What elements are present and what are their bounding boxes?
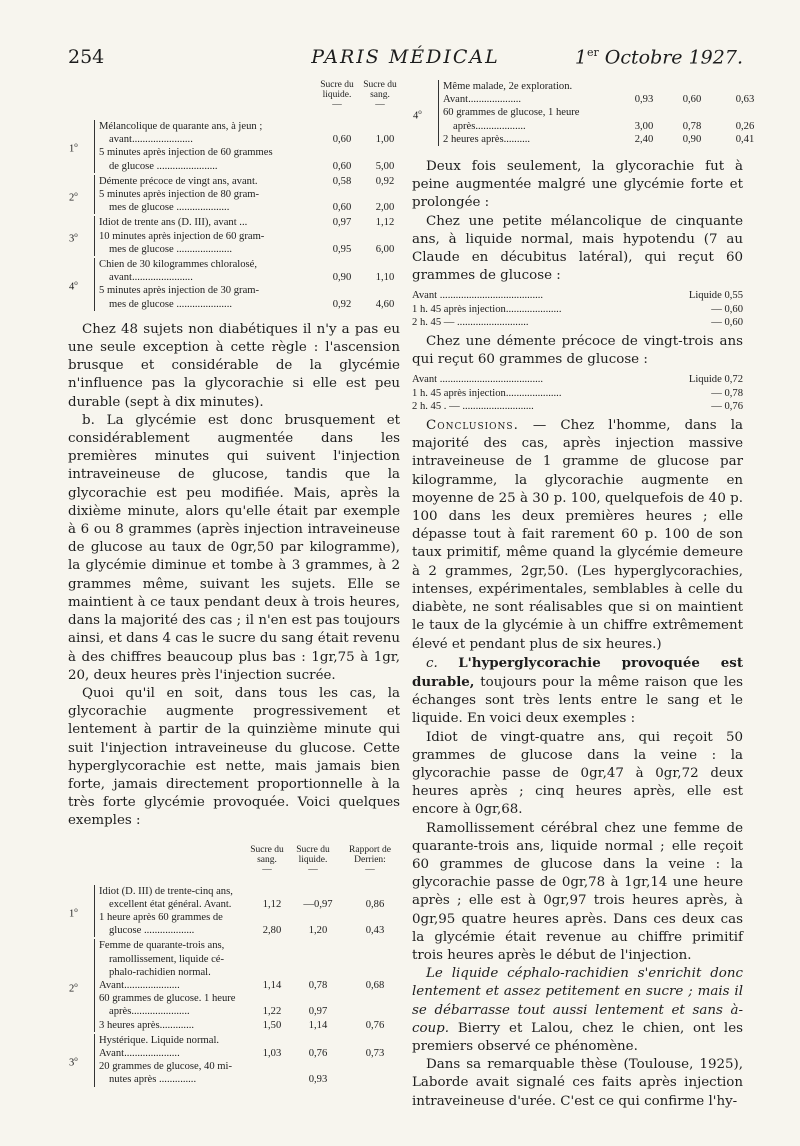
row-label: 5 minutes après injection de 80 gram- [99,189,260,201]
row-label: 3 heures après............. [99,1019,195,1031]
cell-value: 0,90 [332,272,352,284]
group-number [413,106,422,123]
ordinal-mark: o [74,905,78,914]
row-label: Mélancolique de quarante ans, à jeun ; [99,121,263,132]
group-number-value: 3 [69,233,75,245]
row-label: 1 h. 45 après injection..................... [412,387,562,399]
row-label: phalo-rachidien normal. [109,966,211,978]
table-row [99,1060,400,1073]
group-number [69,277,78,294]
row-label: 5 minutes après injection de 30 gram- [99,285,260,297]
col-header-sang: Sucre du sang. — [363,80,397,110]
ordinal-mark: o [74,141,78,150]
table-row [99,188,400,201]
cell-value: 2,80 [262,925,282,937]
cell-value: — 0,78 [711,387,743,399]
row-label: Avant ....................................... [412,374,544,386]
table-row [99,284,400,297]
table-row [99,258,400,271]
row-label: Femme de quarante-trois ans, [99,940,225,952]
table-row [99,160,400,173]
cell-value: 0,97 [332,217,352,229]
row-label: Idiot (D. III) de trente-cinq ans, [99,885,233,897]
group-number [69,1053,78,1070]
cell-value: 1,50 [262,1019,282,1031]
group-number [69,979,78,996]
table-row [99,133,400,146]
cell-value: — 0,60 [711,316,743,328]
cell-value: 0,93 [308,1074,328,1086]
row-label: Hystérique. Liquide normal. [99,1034,220,1046]
table-row [99,298,400,311]
cell-value: 0,60 [332,134,352,146]
table-row [99,992,400,1005]
paragraph: b. La glycémie est donc brusquement et considérablement augmentée dans les premières minutes qui suivent l'injection intraveineuse de glucose, tandis que la glycorachie est peu modifiée. Mais, après la dixième minute, alors qu'elle était par exemple à 6 ou 8 grammes (après injection intraveineuse de glucose au taux de 0gr,50 par kilogramme), la glycémie diminue et tombe à 3 grammes, à 2 grammes même, suivant les sujets. Elle se maintient à ce taux pendant deux à trois heures, dans la majorité des cas ; il n'en est pas toujours ainsi, et dans 4 cas le sucre du sang était revenu à des chiffres beaucoup plus bas : 1gr,75 à 1gr, 20, deux heures près l'injection sucrée. [68,412,400,683]
table-group [69,120,400,173]
cell-value: 1,12 [375,217,395,229]
cell-value: 0,43 [365,925,385,937]
table-row [443,106,743,119]
cell-value: 0,78 [308,979,328,991]
row-label: Chien de 30 kilogrammes chloralosé, [99,259,257,271]
cell-value: 1,03 [262,1047,282,1059]
cell-value: 0,90 [682,133,702,145]
table-row [99,898,400,911]
group-number-value: 1 [69,143,75,155]
table-group [69,258,400,311]
group-number-value: 4 [69,281,75,293]
cell-value: 0,95 [332,243,352,255]
table-row [99,966,400,979]
table-row [412,316,743,329]
group-number [69,904,78,921]
table-header [68,845,400,885]
table-row [443,120,755,133]
row-label: 2 heures après.......... [443,133,531,145]
group-number [69,188,78,205]
paragraph: Idiot de vingt-quatre ans, qui reçoit 50 grammes de glucose dans la veine : la glycorachie passe de 0gr,47 à 0gr,72 deux heures après ; cinq heures après, elle est encore à 0gr,68. [412,729,743,818]
table-row [443,80,743,93]
row-label: 20 grammes de glucose, 40 mi- [99,1061,232,1073]
table-row [99,146,400,159]
row-label: Avant ....................................... [412,290,544,302]
row-label: mes de glucose ..................... [109,243,232,255]
table-group [413,80,755,146]
cell-value: 0,97 [308,1006,328,1018]
section-c-paragraph: c. L'hyperglycorachie provoquée est durable, toujours pour la même raison que les échanges sont très lents entre le sang et le liquide. En voici deux exemples : [412,654,744,727]
table-second-exploration [412,80,755,146]
paragraph: Chez une démente précoce de vingt-trois ans qui reçut 60 grammes de glucose : [412,334,743,368]
table-row [99,216,400,229]
paragraph: Chez 48 sujets non diabétiques il n'y a pas eu une seule exception à cette règle : l'ascension brusque et considérable de la glycémie n'influence pas la glycorachie si elle est peu durable (sept à dix minutes). [68,321,400,410]
cell-value: 0,26 [735,120,755,132]
paragraph: Ramollissement cérébral chez une femme de quarante-trois ans, liquide normal ; elle reçoit 60 grammes de glucose dans la veine : la glycorachie passe de 0gr,78 à 1gr,14 une heure après ; elle est à 0gr,97 trois heures après, à 0gr,95 quatre heures après. Dans ces deux cas la glycémie était revenue au chiffre primitif trois heures après le début de l'injection. [412,820,743,963]
table-row [99,243,400,256]
issue-date: 1er Octobre 1927. [574,46,743,69]
table-glycemia-first [68,80,400,311]
ordinal-mark: o [74,1055,78,1064]
table-row [99,1019,400,1032]
cell-value: 0,63 [735,94,755,106]
table-row [99,1005,400,1018]
paragraph: Quoi qu'il en soit, dans tous les cas, la glycorachie augmente progressivement et lentement à partir de la quinzième minute qui suit l'injection intraveineuse du glucose. Cette hyperglycorachie est nette, mais jamais bien forte, jamais directement proportionnelle à la très forte glycémie provoquée. Voici quelques exemples : [68,685,400,829]
row-label: 60 grammes de glucose. 1 heure [99,993,236,1005]
group-number-value: 2 [69,983,75,995]
ordinal-mark: o [74,279,78,288]
cell-value: 0,41 [735,133,755,145]
ordinal-mark: o [74,980,78,989]
cell-value: 4,60 [375,298,395,310]
row-label: 60 grammes de glucose, 1 heure [443,107,580,119]
cell-value: 5,00 [375,160,395,172]
table-row [412,289,743,302]
page-number: 254 [68,46,105,68]
cell-value: 6,00 [375,243,395,255]
row-label: avant....................... [109,134,193,146]
cell-value: — 0,76 [711,400,743,412]
row-label: glucose ................... [109,925,195,937]
table-row [99,1073,400,1086]
group-number [69,229,78,246]
table-row [412,400,743,413]
cell-value: Liquide 0,72 [688,374,743,386]
table-row [99,953,400,966]
left-column [68,80,400,1089]
group-number-value: 1 [69,908,75,920]
cell-value: 1,12 [262,898,282,910]
table-row [99,885,400,898]
cell-value: 0,73 [365,1047,385,1059]
table-row [443,93,755,106]
row-label: ramollissement, liquide cé- [109,953,225,965]
cell-value: 1,14 [308,1019,328,1031]
row-label: excellent état général. Avant. [109,898,232,910]
table-row [99,230,400,243]
page-header [68,46,743,72]
cell-value: 1,22 [262,1006,282,1018]
row-label: Avant..................... [99,1047,180,1059]
table-row [99,120,400,133]
table-group [69,216,400,256]
table-row [99,924,400,937]
table-group [69,1034,400,1087]
cell-value: 0,92 [332,298,352,310]
table-group [69,885,400,938]
group-number-value: 2 [69,192,75,204]
cell-value: 0,68 [365,979,385,991]
group-number-value: 3 [69,1057,75,1069]
row-label: 2 h. 45 . — ........................... [412,400,534,412]
cell-value: 3,00 [634,120,654,132]
col-header-liquide: Sucre du liquide. — [296,844,330,875]
conclusions-paragraph: Conclusions. — Chez l'homme, dans la majorité des cas, après injection massive intraveineuse de 1 gramme de glucose par kilogramme, la glycorachie augmente en moyenne de 25 à 30 p. 100, quelquefois de 40 p. 100 dans les deux premières heures ; elle dépasse tout à fait rarement 60 p. 100 de son taux primitif, même quand la glycémie demeure à 2 grammes, 2gr,50. (Les hyperglycorachies, intenses, expérimentales, semblables à celle du diabète, ne sont réalisables que si on maintient le taux de la glycémie à un chiffre extrêmement élevé et pendant plus de six heures.) [412,418,743,652]
row-label: 1 h. 45 après injection..................... [412,303,562,315]
cell-value: Liquide 0,55 [688,290,743,302]
paragraph: Dans sa remarquable thèse (Toulouse, 1925), Laborde avait signalé ces faits après injection intraveineuse d'urée. C'est ce qui confirme l'hy- [412,1057,743,1109]
paragraph: Deux fois seulement, la glycorachie fut à peine augmentée malgré une glycémie forte et prolongée : [412,159,743,211]
cell-value: 0,60 [332,202,352,214]
table-liquide-melancolique [412,289,743,329]
row-label: Idiot de trente ans (D. III), avant ... [99,217,248,229]
cell-value: 0,93 [634,94,654,106]
table-row [99,979,400,992]
ordinal-mark: o [418,108,422,116]
table-row [412,373,743,386]
row-label: de glucose ....................... [109,160,218,172]
paragraph: Le liquide céphalo-rachidien s'enrichit donc lentement et assez petitement en sucre ; mais il se débarrasse tout aussi lentement et sans à-coup. Bierry et Lalou, chez le chien, ont les premiers observé ce phénomène. [412,966,743,1054]
table-glycorachie-examples [68,845,400,1087]
right-column [412,80,755,1111]
cell-value: 1,00 [375,134,395,146]
cell-value: 0,76 [365,1019,385,1031]
table-liquide-demente [412,373,743,413]
col-header-liquide: Sucre du liquide. — [320,80,354,110]
cell-value: 0,92 [375,175,395,187]
section-c-heading: L'hyperglycorachie provoquée est durable, [412,654,744,690]
row-label: Démente précoce de vingt ans, avant. [99,175,258,187]
table-row [99,911,400,924]
table-row [99,939,400,952]
table-row [99,1034,400,1047]
table-row [412,387,743,400]
group-number [69,139,78,156]
row-label: nutes après .............. [109,1074,197,1086]
row-label: Même malade, 2e exploration. [443,81,573,92]
row-label: avant....................... [109,272,193,284]
paragraph: Chez une petite mélancolique de cinquante ans, à liquide normal, mais hypotendu (7 au Claude en décubitus latéral), qui reçut 60 grammes de glucose : [412,213,743,284]
cell-value: —0,97 [303,898,333,910]
table-group [69,939,400,1031]
table-row [99,271,400,284]
table-row [99,175,400,188]
ordinal-mark: o [74,231,78,240]
group-number-value: 4 [413,110,419,122]
table-row [99,1047,400,1060]
table-row [443,133,755,146]
journal-title: PARIS MÉDICAL [311,46,500,68]
row-label: mes de glucose ..................... [109,298,232,310]
row-label: 5 minutes après injection de 60 grammes [99,147,273,159]
cell-value: 1,20 [308,925,328,937]
cell-value: 0,78 [682,120,702,132]
cell-value: 0,58 [332,175,352,187]
cell-value: — 0,60 [711,303,743,315]
cell-value: 1,10 [375,272,395,284]
col-header-rapport: Rapport de Derrien: — [349,844,391,875]
row-label: mes de glucose .................... [109,202,230,214]
table-group [69,175,400,215]
cell-value: 0,76 [308,1047,328,1059]
cell-value: 2,40 [634,133,654,145]
row-label: après...................... [109,1006,190,1018]
row-label: après................... [453,120,526,132]
ordinal-mark: o [74,189,78,198]
cell-value: 2,00 [375,202,395,214]
row-label: Avant..................... [99,979,180,991]
col-header-sang: Sucre du sang. — [250,844,284,875]
cell-value: 0,60 [682,94,702,106]
cell-value: 1,14 [262,979,282,991]
table-row [99,201,400,214]
cell-value: 0,60 [332,160,352,172]
row-label: 2 h. 45 — ........................... [412,316,529,328]
row-label: Avant.................... [443,94,522,106]
row-label: 10 minutes après injection de 60 gram- [99,230,265,242]
row-label: 1 heure après 60 grammes de [99,911,223,923]
table-header [68,80,400,120]
table-row [412,303,743,316]
cell-value: 0,86 [365,898,385,910]
